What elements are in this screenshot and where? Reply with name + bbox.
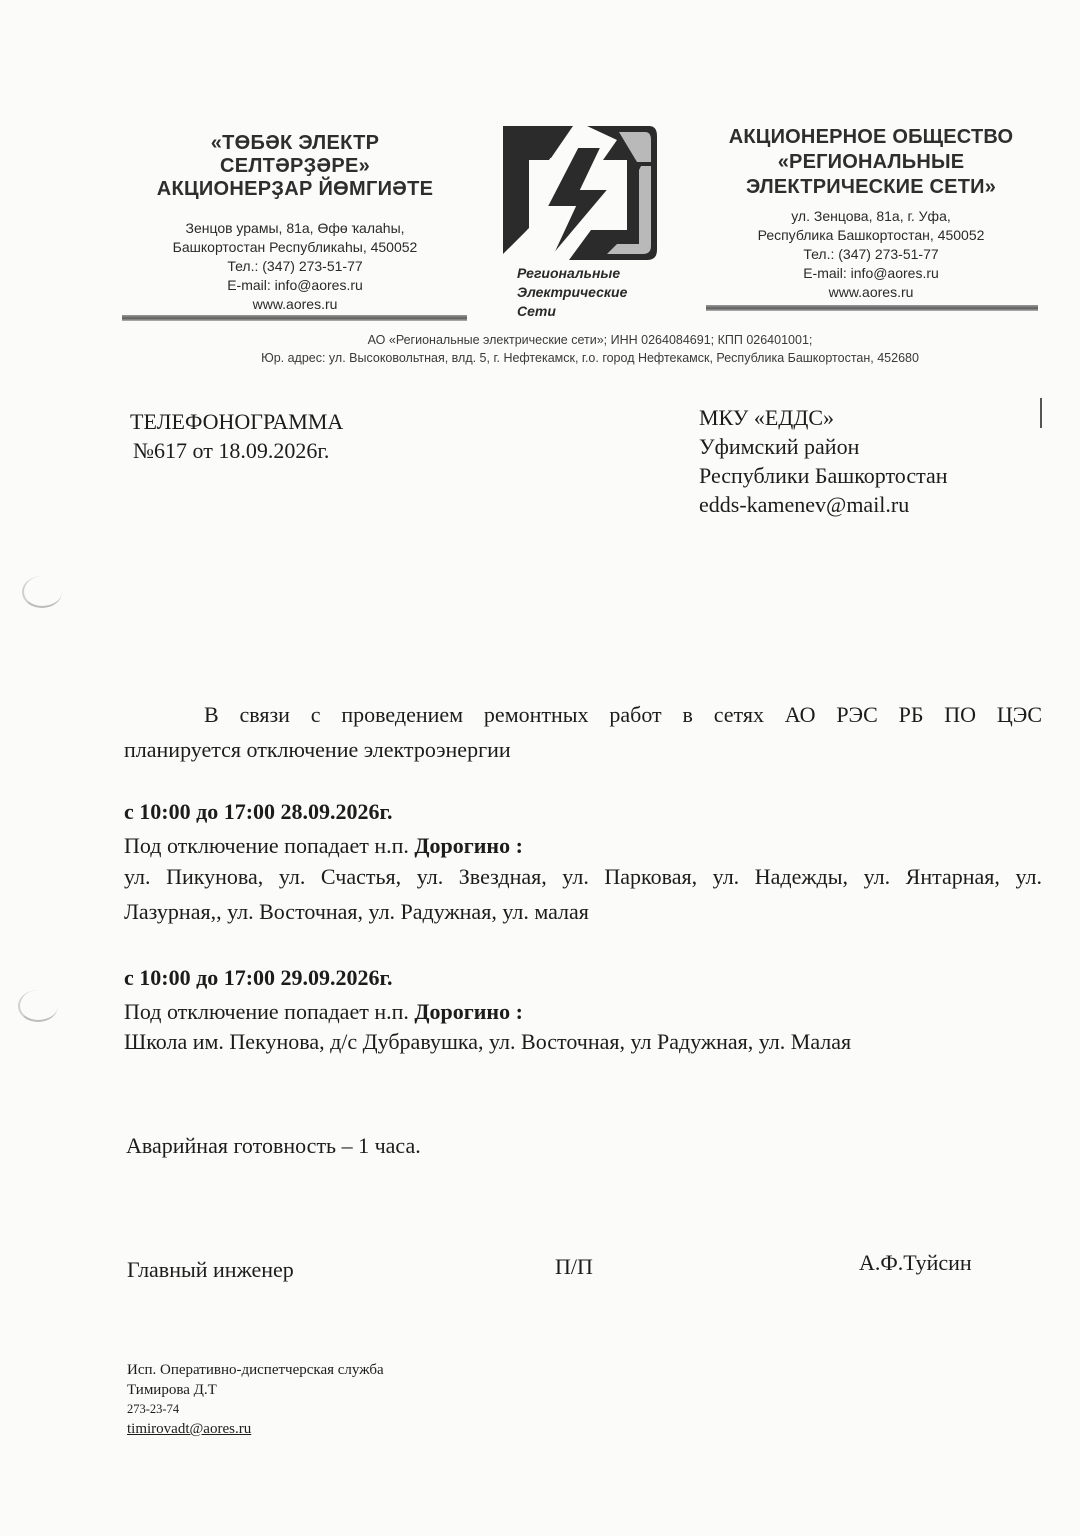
punch-hole-mark <box>22 576 62 608</box>
document-type: ТЕЛЕФОНОГРАММА <box>130 409 344 434</box>
outage-place-1: Под отключение попадает н.п. Дорогино : <box>124 833 523 858</box>
signer-position: Главный инженер <box>127 1257 294 1282</box>
executor-block: Исп. Оперативно-диспетчерская служба Тимирова Д.Т 273-23-74 timirovadt@aores.ru <box>127 1362 384 1437</box>
intro-paragraph: В связи с проведением ремонтных работ в сетях АО РЭС РБ ПО ЦЭС планируется отключение электроэнергии <box>124 702 1042 762</box>
outage-period-1: с 10:00 до 17:00 28.09.2026г. <box>124 799 393 824</box>
header-rule-left <box>122 315 467 321</box>
outage-place-2: Под отключение попадает н.п. Дорогино : <box>124 999 523 1024</box>
scan-mark <box>1040 398 1042 428</box>
logo-caption: Региональные Электрические Сети <box>517 265 628 319</box>
document-number: №617 от 18.09.2026г. <box>133 438 330 463</box>
legal-requisites: АО «Региональные электрические сети»; ИНН 0264084691; КПП 026401001; Юр. адрес: ул. Высоковольтная, влд. 5, г. Нефтекамск, г.о. город Нефтекамск, Республика Башкортостан, 452680 <box>261 333 919 365</box>
lightning-bolt-logo-icon <box>499 126 659 262</box>
recipient-email: edds-kamenev@mail.ru <box>699 492 910 517</box>
org-address-russian: ул. Зенцова, 81а, г. Уфа, Республика Башкортостан, 450052 Тел.: (347) 273-51-77 E-mail: info@aores.ru www.aores.ru <box>757 208 985 300</box>
outage-streets-1: ул. Пикунова, ул. Счастья, ул. Звездная, ул. Парковая, ул. Надежды, ул. Янтарная, ул. Лазурная,, ул. Восточная, ул. Радужная, ул. малая <box>124 864 1042 924</box>
recipient-line: Республики Башкортостан <box>699 463 948 488</box>
org-name-russian: АКЦИОНЕРНОЕ ОБЩЕСТВО «РЕГИОНАЛЬНЫЕ ЭЛЕКТРИЧЕСКИЕ СЕТИ» <box>728 126 1014 198</box>
signer-name: А.Ф.Туйсин <box>859 1250 972 1275</box>
recipient-line: Уфимский район <box>699 434 860 459</box>
recipient-block <box>699 403 948 519</box>
outage-period-2: с 10:00 до 17:00 29.09.2026г. <box>124 965 393 990</box>
org-address-bashkir: Зенцов урамы, 81а, Өфө ҡалаһы, Башкортостан Республикаһы, 450052 Тел.: (347) 273-51-77 E-mail: info@aores.ru www.aores.ru <box>172 220 418 312</box>
executor-email-link[interactable]: timirovadt@aores.ru <box>127 1421 252 1437</box>
recipient-line: МКУ «ЕДДС» <box>699 405 834 430</box>
punch-hole-mark <box>18 990 58 1022</box>
emergency-readiness: Аварийная готовность – 1 часа. <box>126 1133 421 1158</box>
org-name-bashkir: «ТӨБӘК ЭЛЕКТР СЕЛТӘРҘӘРЕ» АКЦИОНЕРҘАР ЙӨМГИӘТЕ <box>156 132 434 200</box>
header-rule-right <box>706 305 1038 311</box>
outage-streets-2: Школа им. Пекунова, д/с Дубравушка, ул. Восточная, ул Радужная, ул. Малая <box>124 1029 852 1054</box>
signature-mark: П/П <box>555 1254 593 1279</box>
